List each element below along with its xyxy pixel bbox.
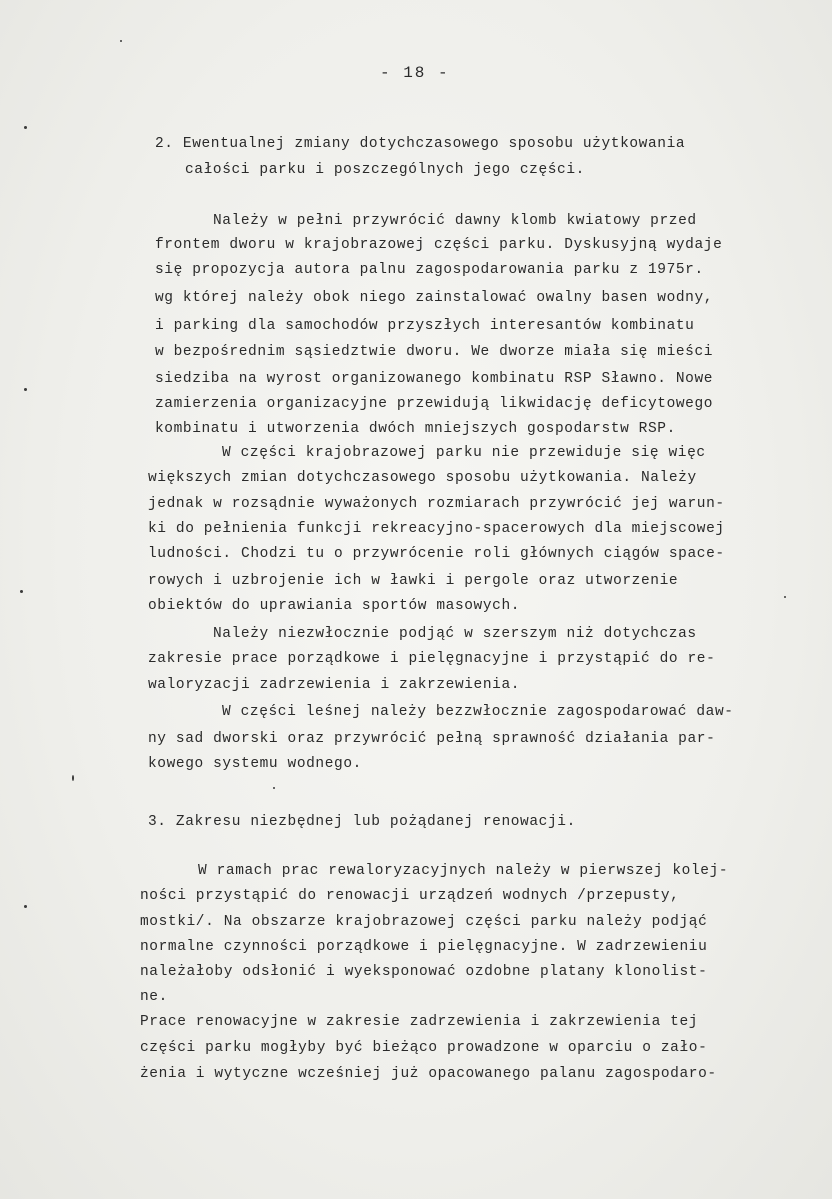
body-text-line: kowego systemu wodnego. bbox=[148, 756, 362, 772]
body-text-line: Należy niezwłocznie podjąć w szerszym niż dotychczas bbox=[213, 626, 697, 642]
body-text-line: części parku mogłyby być bieżąco prowadzone w oparciu o zało- bbox=[140, 1040, 708, 1056]
body-text-line: ny sad dworski oraz przywrócić pełną sprawność działania par- bbox=[148, 731, 716, 747]
body-text-line: ludności. Chodzi tu o przywrócenie roli głównych ciągów space- bbox=[148, 546, 725, 562]
body-text-line: normalne czynności porządkowe i pielęgnacyjne. W zadrzewieniu bbox=[140, 939, 708, 955]
body-text-line: rowych i uzbrojenie ich w ławki i pergole oraz utworzenie bbox=[148, 573, 679, 589]
ink-speck bbox=[72, 775, 74, 781]
body-text-line: jednak w rozsądnie wyważonych rozmiarach przywrócić jej warun- bbox=[148, 496, 725, 512]
body-text-line: Należy w pełni przywrócić dawny klomb kwiatowy przed bbox=[213, 213, 697, 229]
body-text-line: waloryzacji zadrzewienia i zakrzewienia. bbox=[148, 677, 521, 693]
section-2-heading-line: całości parku i poszczególnych jego części. bbox=[185, 162, 585, 178]
body-text-line: obiektów do uprawiania sportów masowych. bbox=[148, 598, 521, 614]
ink-speck bbox=[273, 787, 275, 789]
body-text-line: W części krajobrazowej parku nie przewiduje się więc bbox=[222, 445, 706, 461]
page-number: - 18 - bbox=[380, 64, 450, 82]
body-text-line: mostki/. Na obszarze krajobrazowej części parku należy podjąć bbox=[140, 914, 708, 930]
body-text-line: Prace renowacyjne w zakresie zadrzewienia i zakrzewienia tej bbox=[140, 1014, 699, 1030]
ink-speck bbox=[120, 40, 122, 42]
ink-speck bbox=[20, 590, 23, 593]
section-3-heading: 3. Zakresu niezbędnej lub pożądanej renowacji. bbox=[148, 814, 576, 830]
body-text-line: zamierzenia organizacyjne przewidują likwidację deficytowego bbox=[155, 396, 714, 412]
body-text-line: frontem dworu w krajobrazowej części parku. Dyskusyjną wydaje bbox=[155, 237, 723, 253]
body-text-line: zakresie prace porządkowe i pielęgnacyjne i przystąpić do re- bbox=[148, 651, 716, 667]
body-text-line: W ramach prac rewaloryzacyjnych należy w pierwszej kolej- bbox=[198, 863, 729, 879]
body-text-line: żenia i wytyczne wcześniej już opacowanego palanu zagospodaro- bbox=[140, 1066, 717, 1082]
body-text-line: należałoby odsłonić i wyeksponować ozdobne platany klonolist- bbox=[140, 964, 708, 980]
ink-speck bbox=[24, 126, 27, 129]
ink-speck bbox=[24, 388, 27, 391]
body-text-line: kombinatu i utworzenia dwóch mniejszych gospodarstw RSP. bbox=[155, 421, 676, 437]
body-text-line: wg której należy obok niego zainstalować owalny basen wodny, bbox=[155, 290, 714, 306]
body-text-line: większych zmian dotychczasowego sposobu użytkowania. Należy bbox=[148, 470, 697, 486]
body-text-line: w bezpośrednim sąsiedztwie dworu. We dworze miała się mieści bbox=[155, 344, 714, 360]
body-text-line: i parking dla samochodów przyszłych interesantów kombinatu bbox=[155, 318, 695, 334]
body-text-line: ne. bbox=[140, 989, 168, 1005]
body-text-line: siedziba na wyrost organizowanego kombinatu RSP Sławno. Nowe bbox=[155, 371, 714, 387]
section-2-heading-line: 2. Ewentualnej zmiany dotychczasowego sposobu użytkowania bbox=[155, 136, 686, 152]
body-text-line: ności przystąpić do renowacji urządzeń wodnych /przepusty, bbox=[140, 888, 680, 904]
ink-speck bbox=[24, 905, 27, 908]
body-text-line: ki do pełnienia funkcji rekreacyjno-spacerowych dla miejscowej bbox=[148, 521, 725, 537]
ink-speck bbox=[784, 596, 786, 598]
body-text-line: W części leśnej należy bezzwłocznie zagospodarować daw- bbox=[222, 704, 734, 720]
body-text-line: się propozycja autora palnu zagospodarowania parku z 1975r. bbox=[155, 262, 704, 278]
